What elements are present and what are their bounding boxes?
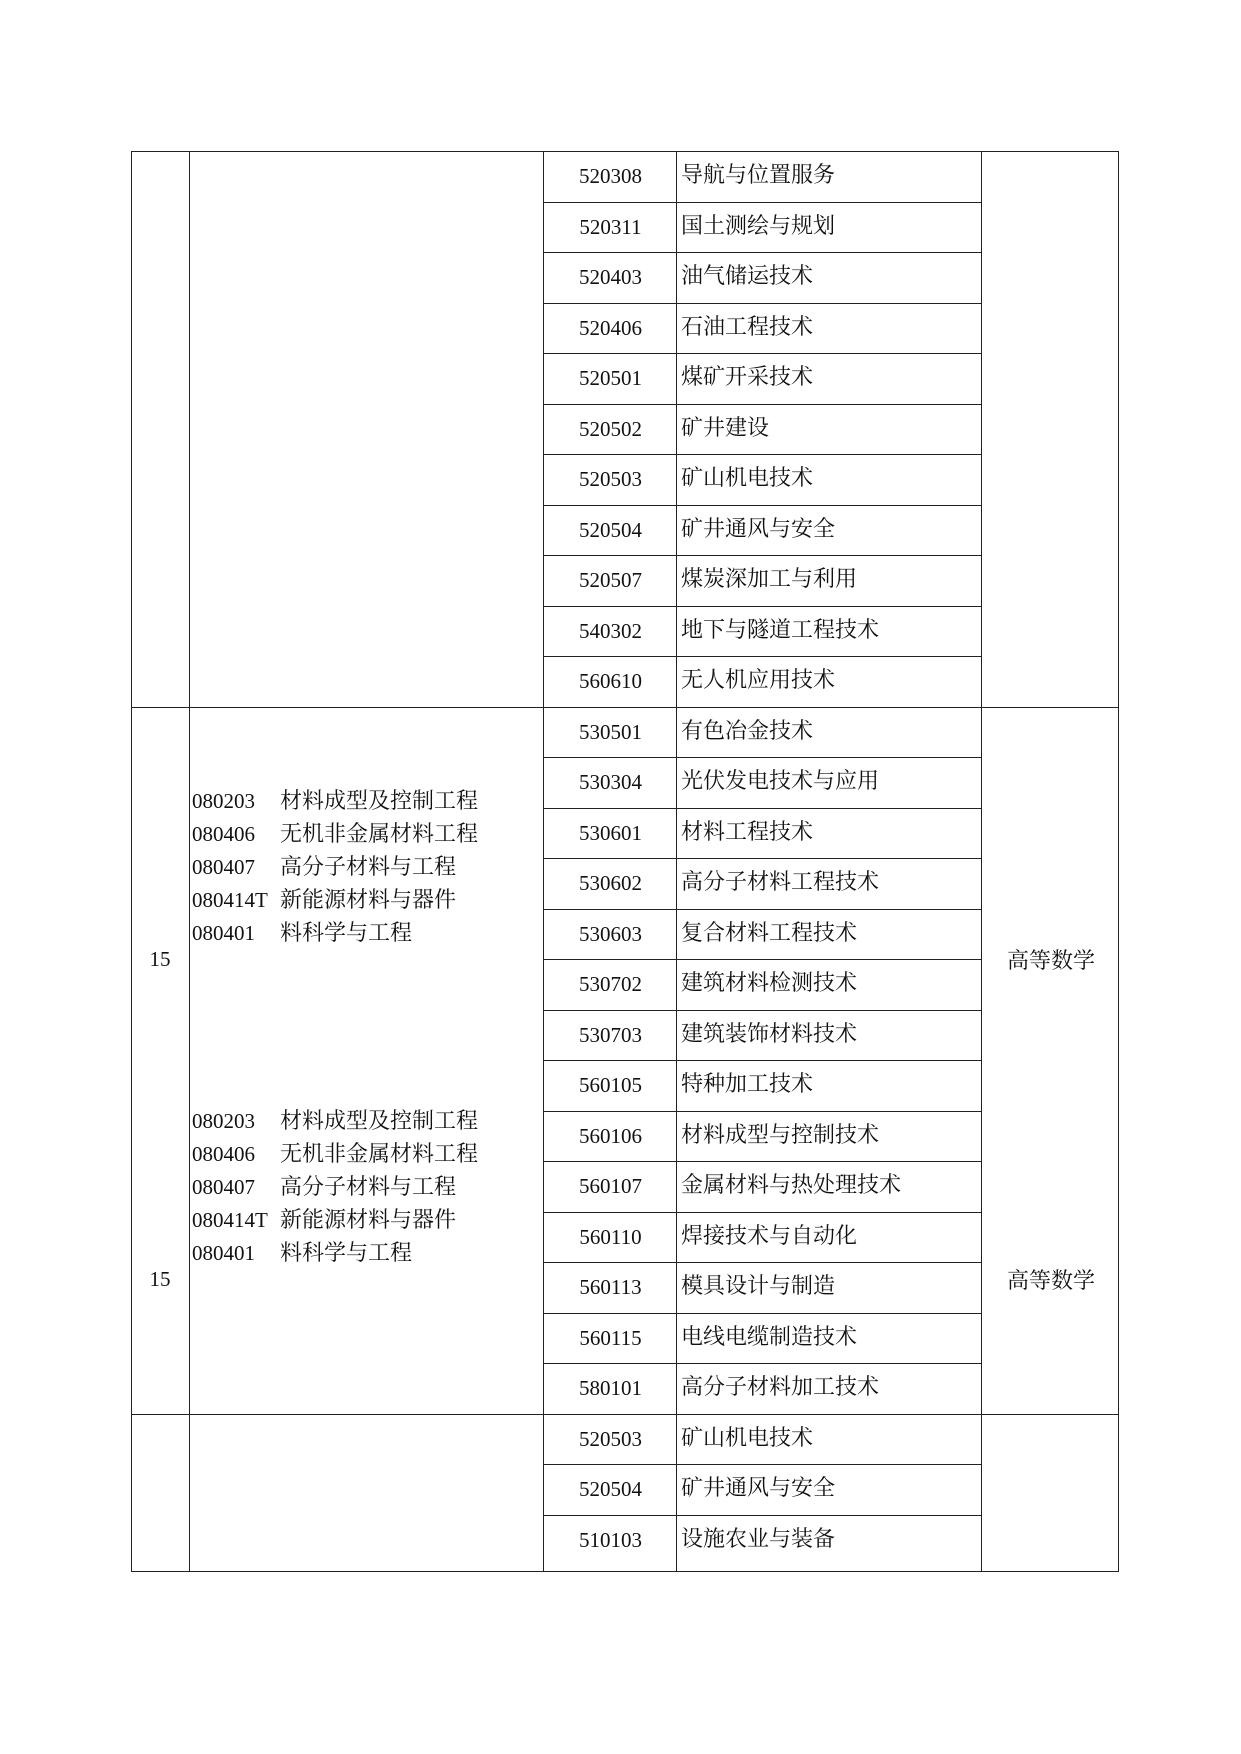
undergrad-major-item: [192, 1105, 542, 1138]
college-major-name: 地下与隧道工程技术: [681, 617, 880, 643]
college-major-name: 矿井通风与安全: [681, 1476, 836, 1501]
college-major-code: 520501: [579, 366, 642, 390]
undergrad-major-code: 080203: [192, 1108, 255, 1133]
undergrad-major-name: 材料成型及控制工程: [280, 1108, 479, 1134]
college-major-code: 520504: [579, 1477, 642, 1501]
college-major-code: 560107: [579, 1174, 642, 1198]
college-major-code: 560610: [579, 669, 642, 693]
college-major-name: 焊接技术与自动化: [681, 1223, 858, 1249]
undergrad-major-code: 080203: [192, 788, 255, 813]
undergrad-major-name: 无机非金属材料工程: [280, 1141, 479, 1167]
undergrad-major-item: [192, 884, 542, 917]
undergrad-major-item: [192, 818, 542, 851]
exam-subject: 高等数学: [1006, 1268, 1095, 1294]
undergrad-major-item: [192, 1204, 542, 1237]
college-major-name: 电线电缆制造技术: [681, 1324, 858, 1350]
college-major-code: 560106: [579, 1123, 642, 1148]
col-divider-undergrad: [543, 151, 544, 1572]
college-major-name: 矿井建设: [681, 415, 770, 441]
college-major-code: 520403: [579, 265, 642, 289]
undergrad-major-code: 080414T: [192, 1207, 268, 1232]
college-major-name: 高分子材料加工技术: [681, 1375, 880, 1400]
college-major-name: 无人机应用技术: [681, 668, 836, 693]
college-major-code: 530702: [579, 972, 642, 996]
col-divider-subject: [981, 151, 982, 1572]
college-major-name: 石油工程技术: [681, 314, 814, 340]
college-major-name: 建筑装饰材料技术: [681, 1021, 858, 1047]
undergrad-major-item: [192, 785, 542, 818]
college-major-name: 金属材料与热处理技术: [681, 1173, 902, 1198]
college-major-name: 特种加工技术: [681, 1072, 814, 1097]
college-major-name: 导航与位置服务: [681, 163, 836, 188]
college-major-code: 530602: [579, 871, 642, 895]
undergrad-major-name: 新能源材料与器件: [280, 1207, 457, 1233]
undergrad-major-name: 高分子材料与工程: [280, 1174, 457, 1200]
col-divider-seq: [189, 151, 190, 1572]
college-major-code: 530601: [579, 820, 642, 845]
college-major-name: 煤炭深加工与利用: [681, 567, 858, 592]
college-major-code: 520308: [579, 164, 642, 188]
undergrad-major-list: [192, 785, 542, 950]
college-major-code: 520406: [579, 315, 642, 340]
college-major-name: 矿山机电技术: [681, 466, 814, 491]
undergrad-major-item: [192, 851, 542, 884]
college-major-name: 设施农业与装备: [681, 1526, 836, 1552]
college-major-code: 560115: [579, 1325, 642, 1350]
col-divider-code: [676, 151, 677, 1572]
college-major-name: 模具设计与制造: [681, 1274, 836, 1299]
college-major-name: 煤矿开采技术: [681, 365, 814, 390]
sequence-number: 15: [149, 1266, 171, 1291]
college-major-code: 530304: [579, 770, 642, 794]
undergrad-major-code: 080406: [192, 1141, 255, 1166]
college-major-code: 530603: [579, 921, 642, 946]
undergrad-major-code: 080401: [192, 1240, 255, 1265]
college-major-code: 520507: [579, 568, 642, 592]
college-major-code: 530703: [579, 1022, 642, 1047]
undergrad-major-name: 高分子材料与工程: [280, 854, 457, 880]
undergrad-major-item: [192, 917, 542, 950]
undergrad-major-code: 080407: [192, 1174, 255, 1199]
college-major-code: 560105: [579, 1073, 642, 1097]
undergrad-major-code: 080406: [192, 821, 255, 846]
college-major-name: 建筑材料检测技术: [681, 971, 858, 996]
college-major-code: 520311: [579, 214, 642, 239]
college-major-code: 580101: [579, 1376, 642, 1400]
college-major-code: 520503: [579, 467, 642, 491]
college-major-name: 矿井通风与安全: [681, 516, 836, 542]
undergrad-major-code: 080407: [192, 854, 255, 879]
college-major-name: 材料成型与控制技术: [681, 1122, 880, 1148]
college-major-code: 520504: [579, 517, 642, 542]
college-major-code: 520503: [579, 1426, 642, 1451]
undergrad-major-list: [192, 1105, 542, 1270]
undergrad-major-item: [192, 1171, 542, 1204]
undergrad-major-name: 材料成型及控制工程: [280, 788, 479, 814]
college-major-name: 油气储运技术: [681, 264, 814, 289]
college-major-name: 矿山机电技术: [681, 1425, 814, 1451]
undergrad-major-name: 料科学与工程: [280, 920, 413, 946]
undergrad-major-code: 080401: [192, 920, 255, 945]
undergrad-major-item: [192, 1138, 542, 1171]
undergrad-major-name: 无机非金属材料工程: [280, 821, 479, 847]
college-major-code: 510103: [579, 1527, 642, 1552]
college-major-code: 530501: [579, 719, 642, 744]
college-major-code: 540302: [579, 618, 642, 643]
college-major-code: 520502: [579, 416, 642, 441]
college-major-code: 560113: [579, 1275, 642, 1299]
undergrad-major-name: 新能源材料与器件: [280, 887, 457, 913]
undergrad-major-item: [192, 1237, 542, 1270]
sequence-number: 15: [149, 946, 171, 971]
undergrad-major-code: 080414T: [192, 887, 268, 912]
college-major-name: 国土测绘与规划: [681, 213, 836, 239]
undergrad-major-name: 料科学与工程: [280, 1240, 413, 1266]
college-major-name: 复合材料工程技术: [681, 920, 858, 946]
college-major-name: 高分子材料工程技术: [681, 870, 880, 895]
college-major-name: 光伏发电技术与应用: [681, 769, 880, 794]
college-major-name: 有色冶金技术: [681, 718, 814, 744]
exam-subject: 高等数学: [1006, 948, 1095, 974]
college-major-code: 560110: [579, 1224, 642, 1249]
college-major-name: 材料工程技术: [681, 819, 814, 845]
